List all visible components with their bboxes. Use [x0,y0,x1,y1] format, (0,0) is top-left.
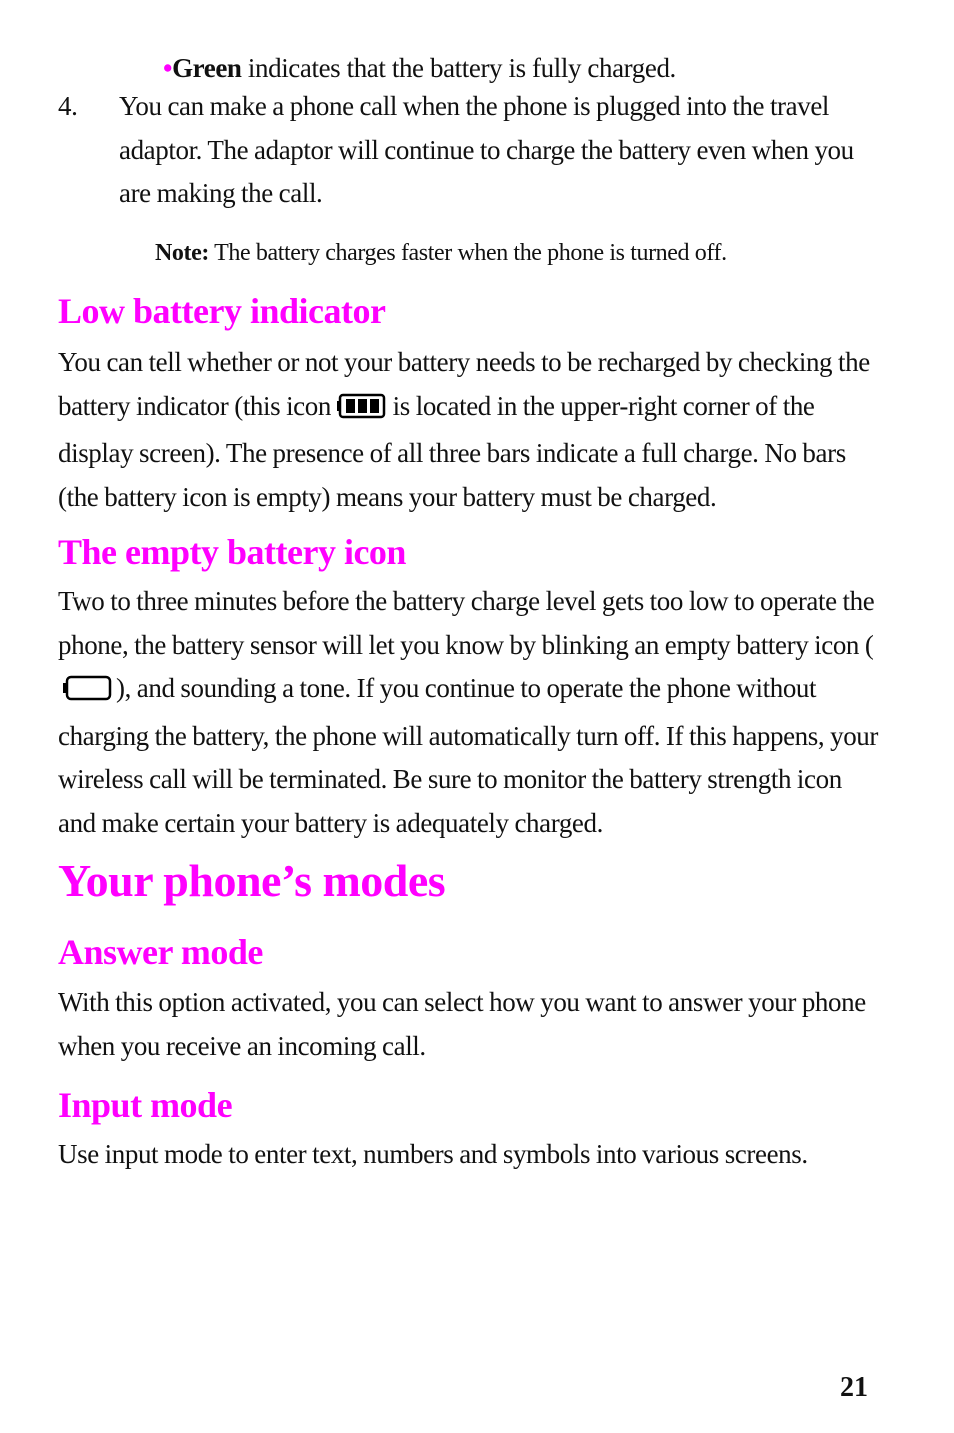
low-battery-paragraph [58,341,878,519]
empty-battery-icon [62,671,112,715]
input-mode-paragraph: Use input mode to enter text, numbers and symbols into various screens. [58,1139,808,1169]
empty-battery-heading: The empty battery icon [58,532,406,572]
bullet-strong: Green [172,53,242,83]
bullet-dot: • [163,53,173,83]
bullet-green [163,50,676,86]
answer-mode-paragraph: With this option activated, you can select how you want to answer your phone when you receive an incoming call. [58,987,866,1061]
input-mode-heading: Input mode [58,1085,233,1125]
low-battery-text-2: is located in the upper-right corner of the display screen). The presence of all three bars indicate a full charge. No bars (the battery icon is empty) means your battery must be charged. [58,390,846,512]
step-text: You can make a phone call when the phone is plugged into the travel adaptor. The adaptor will continue to charge the battery even when you are making the call. [119,91,854,208]
empty-battery-text-2: ), and sounding a tone. If you continue to operate the phone without charging the battery, the phone will automatically turn off. If this happens, your wireless call will be terminated. Be sure to monitor the battery strength icon and make certain your battery is adequately charged. [58,673,878,838]
step-number: 4. [58,91,78,121]
modes-heading: Your phone’s modes [58,855,446,906]
full-battery-icon [337,389,387,433]
note-label: Note: [155,240,209,266]
page-number: 21 [840,1372,868,1403]
bullet-text: indicates that the battery is fully charged. [241,53,676,83]
note-text: The battery charges faster when the phone is turned off. [208,240,727,266]
empty-battery-text-1: Two to three minutes before the battery charge level gets too low to operate the phone, the battery sensor will let you know by blinking an empty battery icon ( [58,586,875,660]
low-battery-text-1: You can tell whether or not your battery needs to be recharged by checking the battery indicator (this icon [58,347,870,421]
low-battery-heading: Low battery indicator [58,291,386,331]
empty-battery-paragraph [58,580,878,845]
answer-mode-heading: Answer mode [58,932,263,972]
note [155,236,727,270]
